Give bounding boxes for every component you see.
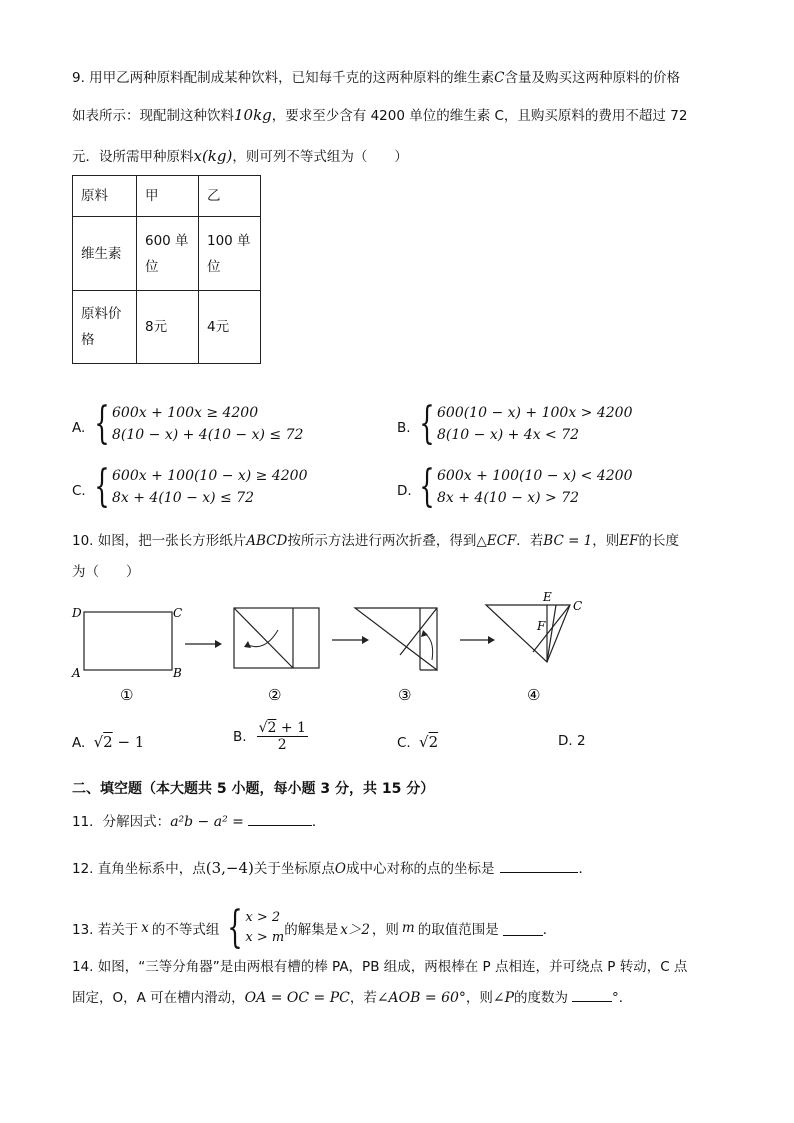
arrow-3-head bbox=[488, 636, 495, 644]
table-header-yi: 乙 bbox=[199, 176, 261, 217]
q10-option-b: B. $\frac{√2 + 1}{2}$ bbox=[233, 720, 306, 753]
fig2-rectangle bbox=[234, 608, 319, 668]
q9-line3: 元．设所需甲种原料x(kg)，则可列不等式组为（ ） bbox=[72, 147, 408, 165]
q9-option-a: { 600x + 100x ≥ 4200 8(10 − x) + 4(10 − x) ≤ 72 bbox=[94, 398, 304, 449]
fig4-label-e: E bbox=[543, 590, 552, 604]
fig1-label-c: C bbox=[173, 606, 183, 620]
q12: 12. 直角坐标系中，点(3,−4)关于坐标原点O成中心对称的点的坐标是 ． bbox=[72, 859, 592, 877]
q11: 11．分解因式：a²b − a² = ． bbox=[72, 810, 325, 830]
q9-option-c: { 600x + 100(10 − x) ≥ 4200 8x + 4(10 − x) ≤ 72 bbox=[94, 461, 308, 512]
table-header-material: 原料 bbox=[73, 176, 137, 217]
q14-line1: 14. 如图，“三等分角器”是由两根有槽的棒 PA，PB 组成，两根棒在 P 点相连，并可绕点 P 转动，C 点 bbox=[72, 959, 688, 975]
q9-line1: 9. 用甲乙两种原料配制成某种饮料，已知每千克的这两种原料的维生素C含量及购买这两种原料的价格 bbox=[72, 70, 681, 86]
section2-heading: 二、填空题（本大题共 5 小题，每小题 3 分，共 15 分） bbox=[72, 781, 435, 797]
q13-blank bbox=[503, 921, 543, 936]
table-header-jia: 甲 bbox=[137, 176, 199, 217]
fig3-number: ③ bbox=[398, 686, 412, 704]
fig2-number: ② bbox=[268, 686, 282, 704]
fig4-label-c: C bbox=[573, 599, 583, 613]
q9-option-b-label: B. bbox=[397, 420, 411, 436]
fig4-number: ④ bbox=[527, 686, 541, 704]
q10-line2: 为（ ） bbox=[72, 564, 140, 580]
fig3-fold bbox=[400, 608, 437, 655]
table-cell-yi-vitamin: 100 单 位 bbox=[199, 217, 261, 291]
q9-option-a-label: A. bbox=[72, 420, 86, 436]
table-cell-jia-price: 8元 bbox=[137, 291, 199, 364]
q9-line2: 如表所示：现配制这种饮料10kg，要求至少含有 4200 单位的维生素 C，且购买原料的费用不超过 72 bbox=[72, 106, 688, 124]
fig3-curve-arrow bbox=[424, 633, 433, 660]
fig1-label-b: B bbox=[173, 666, 182, 680]
table-cell-jia-vitamin: 600 单 位 bbox=[137, 217, 199, 291]
fig4-ef bbox=[547, 605, 556, 662]
q10-option-d: D. 2 bbox=[558, 733, 586, 749]
q14-blank bbox=[572, 987, 612, 1002]
q9-option-d-label: D. bbox=[397, 483, 412, 499]
table-cell-vitamin: 维生素 bbox=[73, 217, 137, 291]
arrow-2-head bbox=[362, 636, 369, 644]
q11-blank bbox=[248, 811, 312, 826]
fig1-label-a: A bbox=[72, 666, 81, 680]
q12-blank bbox=[500, 858, 578, 873]
q9-option-b: { 600(10 − x) + 100x > 4200 8(10 − x) + 4x < 72 bbox=[419, 398, 633, 449]
q10-line1: 10. 如图，把一张长方形纸片ABCD按所示方法进行两次折叠，得到△ECF．若BC = 1，则EF的长度 bbox=[72, 533, 679, 549]
table-cell-yi-price: 4元 bbox=[199, 291, 261, 364]
fig4-label-f: F bbox=[537, 619, 546, 633]
q9-option-c-label: C. bbox=[72, 483, 86, 499]
fig3-triangle bbox=[355, 608, 437, 670]
fig1-number: ① bbox=[120, 686, 134, 704]
arrow-1-head bbox=[215, 640, 222, 648]
q10-option-a: A. √2 − 1 bbox=[72, 733, 145, 751]
q9-table bbox=[72, 175, 261, 364]
q10-folding-figure bbox=[60, 590, 600, 710]
fig1-rectangle bbox=[84, 612, 172, 670]
fig1-label-d: D bbox=[72, 606, 82, 620]
fig3-dashed bbox=[420, 608, 437, 670]
fig2-diagonal bbox=[234, 608, 293, 668]
q14-line2: 固定，O，A 可在槽内滑动，OA = OC = PC，若∠AOB = 60°，则∠P的度数为 °． bbox=[72, 986, 632, 1006]
q9-option-d: { 600x + 100(10 − x) < 4200 8x + 4(10 − x) > 72 bbox=[419, 461, 633, 512]
fig4-triangle bbox=[486, 605, 570, 662]
q10-option-c: C. √2 bbox=[397, 733, 439, 751]
q13: 13. 若关于 x 的不等式组 { x > 2 x > m 的解集是 x＞2 ，则 m 的取值范围是 ． bbox=[72, 902, 557, 953]
table-cell-price: 原料价 格 bbox=[73, 291, 137, 364]
fig2-curve-arrow-head bbox=[244, 641, 251, 648]
